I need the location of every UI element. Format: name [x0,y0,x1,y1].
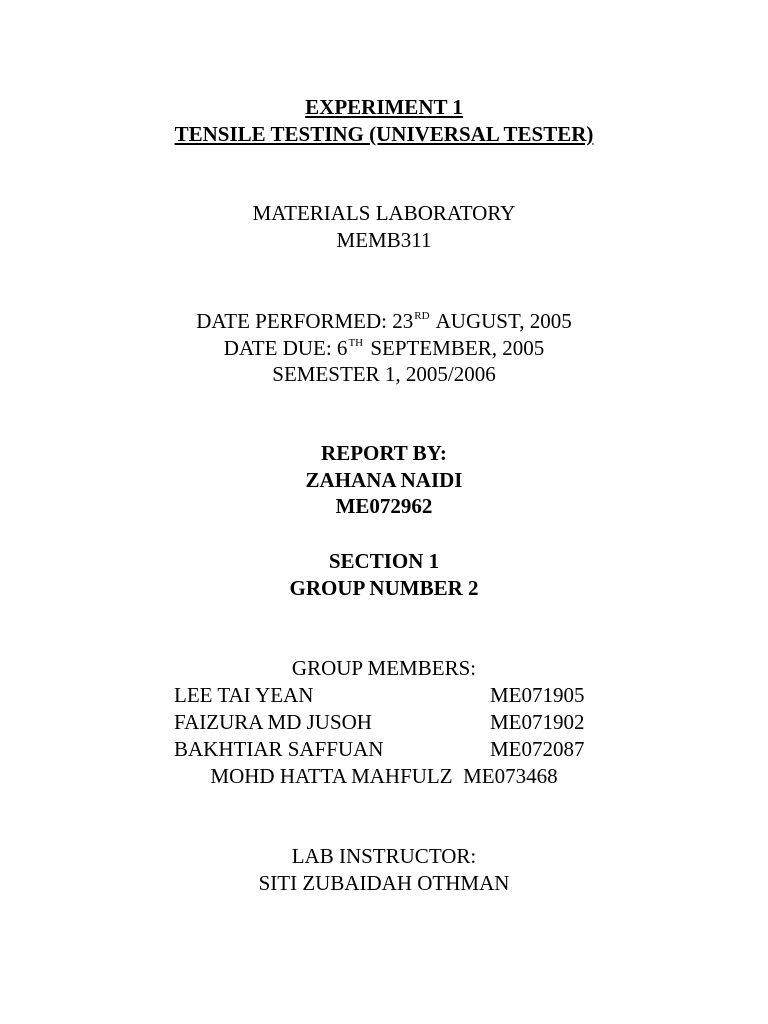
section-block [0,548,768,601]
report-by-label: REPORT BY: [321,441,447,465]
group-number: GROUP NUMBER 2 [289,575,479,600]
member-row [0,736,768,763]
section-label: SECTION 1 [328,549,440,573]
experiment-title: EXPERIMENT 1 [305,95,463,119]
member-entry [210,763,557,790]
course-block [0,200,768,253]
date-due-ordinal: TH [348,336,364,349]
group-members-label: GROUP MEMBERS: [291,656,477,680]
dates-block [0,308,768,388]
course-code: MEMB311 [336,227,432,252]
member-id: ME073468 [463,764,558,788]
report-author-id: ME072962 [335,494,433,518]
date-due-prefix: DATE DUE: 6 [223,335,348,360]
member-row [0,763,768,790]
group-members-heading [0,655,768,682]
lab-instructor-block [0,843,768,896]
semester: SEMESTER 1, 2005/2006 [272,362,496,386]
date-due-suffix: SEPTEMBER, 2005 [365,335,545,360]
member-id: ME071902 [490,710,585,734]
member-row [0,709,768,736]
report-author: ZAHANA NAIDI [305,467,463,492]
member-name: LEE TAI YEAN [174,683,314,707]
member-name: BAKHTIAR SAFFUAN [174,737,384,761]
date-due [0,335,768,362]
report-by-block [0,440,768,520]
member-name: FAIZURA MD JUSOH [174,710,372,734]
member-id: ME071905 [490,683,585,707]
date-performed-prefix: DATE PERFORMED: 23 [196,309,414,333]
date-performed-suffix: AUGUST, 2005 [431,309,572,333]
lab-instructor-label: LAB INSTRUCTOR: [291,844,477,868]
lab-instructor-name: SITI ZUBAIDAH OTHMAN [258,870,510,895]
date-performed [0,308,768,335]
experiment-subject: TENSILE TESTING (UNIVERSAL TESTER) [174,121,594,146]
date-performed-ordinal: RD [414,310,430,322]
member-row [0,682,768,709]
member-name: MOHD HATTA MAHFULZ [210,764,453,788]
member-id: ME072087 [490,737,585,761]
group-members-list [0,682,768,790]
title-block [0,94,768,147]
course-name: MATERIALS LABORATORY [252,201,516,225]
